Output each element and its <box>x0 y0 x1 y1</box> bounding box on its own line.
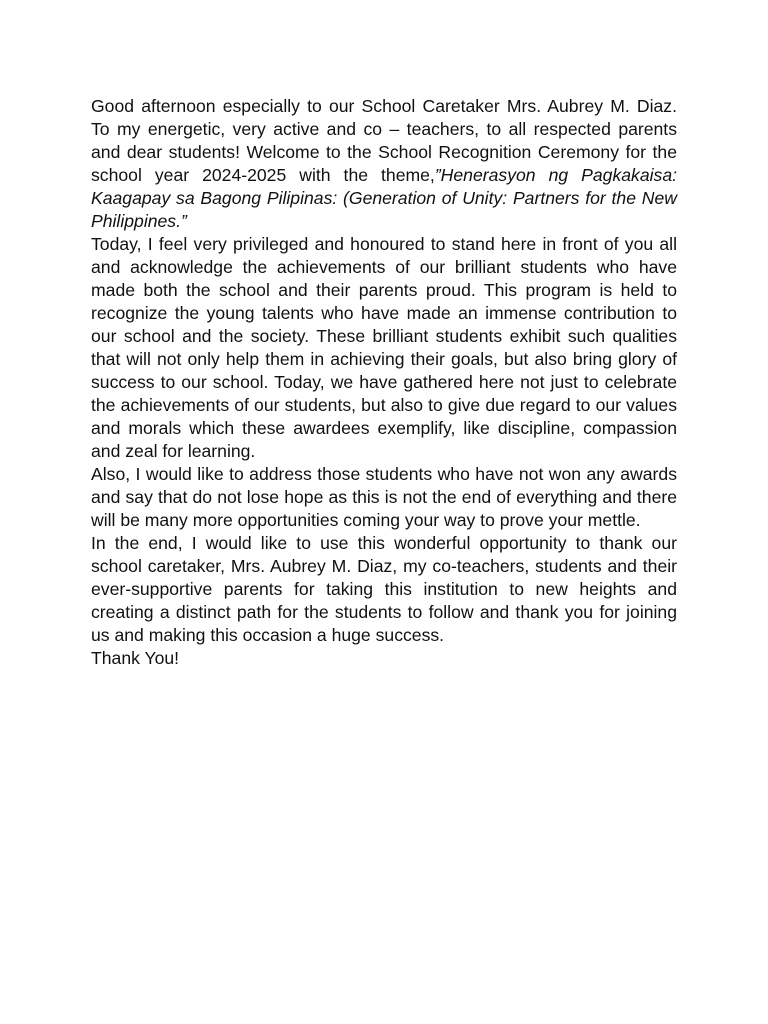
paragraph-greeting <box>91 95 677 233</box>
theme-text: ”Henerasyon ng Pagkakaisa: Kaagapay sa Bagong Pilipinas: (Generation of Unity: Partners for the New Philippines.” <box>91 165 677 231</box>
paragraph-achievements: Today, I feel very privileged and honoured to stand here in front of you all and acknowledge the achievements of our brilliant students who have made both the school and their parents proud. This program is held to recognize the young talents who have made an immense contribution to our school and the society. These brilliant students exhibit such qualities that will not only help them in achieving their goals, but also bring glory of success to our school. Today, we have gathered here not just to celebrate the achievements of our students, but also to give due regard to our values and morals which these awardees exemplify, like discipline, compassion and zeal for learning. <box>91 234 677 461</box>
speech-document <box>91 95 677 670</box>
closing-line: Thank You! <box>91 648 180 668</box>
paragraph-encouragement: Also, I would like to address those students who have not won any awards and say that do not lose hope as this is not the end of everything and there will be many more opportunities coming your way to prove your mettle. <box>91 464 677 530</box>
paragraph-thanks: In the end, I would like to use this wonderful opportunity to thank our school caretaker, Mrs. Aubrey M. Diaz, my co-teachers, students and their ever-supportive parents for taking this institution to new heights and creating a distinct path for the students to follow and thank you for joining us and making this occasion a huge success. <box>91 533 677 645</box>
greeting-text: Good afternoon especially to our School Caretaker Mrs. Aubrey M. Diaz. To my energetic, very active and co – teachers, to all respected parents and dear students! Welcome to the School Recognition Ceremony for the school year 2024-2025 with the theme, <box>91 96 677 185</box>
